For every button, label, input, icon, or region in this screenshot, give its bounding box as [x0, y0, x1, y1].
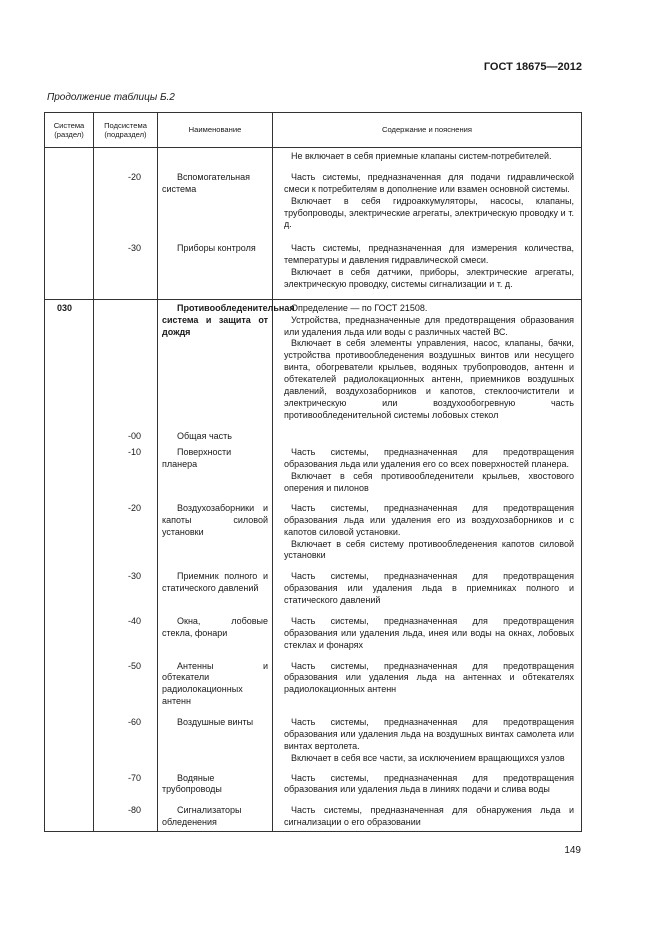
name-cell	[158, 571, 273, 616]
system-code-cell	[45, 773, 94, 806]
content-paragraph: Включает в себя все части, за исключением вращающихся узлов	[291, 752, 565, 763]
system-code-cell	[45, 571, 94, 616]
content-cell	[273, 717, 582, 773]
content-cell	[273, 805, 582, 831]
table-row	[45, 447, 582, 503]
subsystem-code-cell: -50	[94, 661, 158, 718]
row-name: Приемник полного и статического давлений	[162, 571, 268, 594]
content-paragraph: Часть системы, предназначенная для подачи гидравлической смеси к потребителям в дополнение или взамен основной системы.	[284, 171, 574, 194]
subsystem-code-cell	[94, 299, 158, 430]
table-row	[45, 299, 582, 430]
content-cell	[273, 616, 582, 661]
subsystem-code-cell: -40	[94, 616, 158, 661]
table-row	[45, 616, 582, 661]
content-paragraph: Часть системы, предназначенная для предотвращения образования или удаления льда в линиях подачи и слива воды	[284, 772, 574, 795]
content-cell	[273, 447, 582, 503]
table-row	[45, 571, 582, 616]
system-code-cell	[45, 243, 94, 299]
content-paragraph: Включает в себя датчики, приборы, электрические агрегаты, электрическую проводку, системы сигнализации и т. д.	[284, 267, 574, 289]
system-code-cell	[45, 616, 94, 661]
subsystem-code-cell: -80	[94, 805, 158, 831]
name-cell	[158, 243, 273, 299]
name-cell	[158, 431, 273, 448]
content-cell	[273, 661, 582, 718]
system-code-cell	[45, 172, 94, 243]
document-header: ГОСТ 18675—2012	[483, 61, 582, 73]
name-cell	[158, 503, 273, 571]
subsystem-code-cell: -60	[94, 717, 158, 773]
row-name: Водяные трубопроводы	[162, 772, 222, 795]
system-code-cell	[45, 805, 94, 831]
content-cell	[273, 172, 582, 243]
row-name: Окна, лобовые стекла, фонари	[162, 615, 268, 638]
content-paragraph: Часть системы, предназначенная для измерения количества, температуры и давления гидравлической смеси.	[284, 243, 574, 266]
subsystem-code-cell: -30	[94, 571, 158, 616]
row-name: Общая часть	[177, 430, 232, 441]
name-cell	[158, 773, 273, 806]
content-cell	[273, 148, 582, 172]
column-header-subsystem: Подсистема (подраздел)	[94, 113, 158, 148]
subsystem-code-cell: -30	[94, 243, 158, 299]
name-cell	[158, 172, 273, 243]
content-paragraph: Включает в себя элементы управления, насос, клапаны, бачки, устройства противообледенения воздушных винтов или несущего винта, обогреватели крыльев, водяных трубопроводов, антенн и обтекателей радиолокационных антенн, приемников воздушных давлений, воздухозаборников и капотов, стеклоочистители и электрическую или воздухообогревную часть противообледенительной системы лобовых стекол	[284, 338, 574, 420]
subsystem-code-cell: -20	[94, 503, 158, 571]
system-code-cell	[45, 447, 94, 503]
name-cell	[158, 805, 273, 831]
name-cell	[158, 717, 273, 773]
system-code-cell	[45, 431, 94, 448]
name-cell	[158, 661, 273, 718]
table-row	[45, 805, 582, 831]
column-header-system: Система (раздел)	[45, 113, 94, 148]
content-cell	[273, 773, 582, 806]
content-paragraph: Часть системы, предназначенная для предотвращения образования льда или удаления его из воздухозаборников и с капотов силовой установки.	[284, 502, 574, 537]
name-cell	[158, 447, 273, 503]
content-paragraph: Часть системы, предназначенная для предотвращения образования или удаления льда на воздушных винтах самолета или винтах вертолета.	[284, 717, 574, 751]
table-caption: Продолжение таблицы Б.2	[47, 92, 175, 103]
table-body	[45, 148, 582, 832]
column-header-content: Содержание и пояснения	[273, 113, 582, 148]
table-row	[45, 773, 582, 806]
content-paragraph: Не включает в себя приемные клапаны систем-потребителей.	[291, 151, 552, 161]
row-name: Приборы контроля	[177, 243, 256, 254]
name-cell	[158, 148, 273, 172]
content-cell	[273, 431, 582, 448]
table-row	[45, 503, 582, 571]
row-name: Воздухозаборники и капоты силовой установки	[162, 502, 268, 537]
system-code-cell	[45, 503, 94, 571]
subsystem-code-cell	[94, 148, 158, 172]
classification-table	[44, 112, 582, 832]
table-row	[45, 243, 582, 299]
name-cell	[158, 616, 273, 661]
table-header-row	[45, 113, 582, 148]
system-code-cell	[45, 717, 94, 773]
content-paragraph: Включает в себя гидроаккумуляторы, насосы, клапаны, трубопроводы, электрические агрегаты, электрическую проводку и т. д.	[284, 195, 574, 230]
subsystem-code-cell: -10	[94, 447, 158, 503]
content-cell	[273, 299, 582, 430]
content-paragraph: Определение — по ГОСТ 21508.	[291, 302, 428, 313]
content-paragraph: Часть системы, предназначенная для обнаружения льда и сигнализации о его образовании	[284, 805, 574, 828]
row-name: Антенны и обтекатели радиолокационных антенн	[162, 660, 268, 707]
table-row	[45, 148, 582, 172]
page-number: 149	[564, 845, 581, 856]
content-paragraph: Включает в себя противообледенители крыльев, хвостового оперения и пилонов	[284, 471, 574, 493]
system-code-cell	[45, 148, 94, 172]
table-row	[45, 431, 582, 448]
content-paragraph: Часть системы, предназначенная для предотвращения образования или удаления льда в приемниках полного и статического давлений	[284, 571, 574, 605]
content-paragraph: Включает в себя систему противообледенения капотов силовой установки	[284, 538, 574, 561]
table-row	[45, 717, 582, 773]
row-name: Воздушные винты	[177, 717, 254, 727]
content-paragraph: Устройства, предназначенные для предотвращения образования или удаления льда или воды с различных частей ВС.	[284, 314, 574, 337]
table-row	[45, 172, 582, 243]
column-header-name: Наименование	[158, 113, 273, 148]
system-code-cell	[45, 661, 94, 718]
content-paragraph: Часть системы, предназначенная для предотвращения образования или удаления льда, инея или воды на окнах, лобовых стеклах и фонарях	[284, 615, 574, 650]
table-row	[45, 661, 582, 718]
system-code-cell: 030	[45, 299, 94, 430]
subsystem-code-cell: -70	[94, 773, 158, 806]
subsystem-code-cell: -20	[94, 172, 158, 243]
row-name: Противообледенительная система и защита от дождя	[162, 302, 295, 337]
row-name: Сигнализаторы обледенения	[162, 805, 242, 828]
content-paragraph: Часть системы, предназначенная для предотвращения образования льда или удаления его со всех поверхностей планера.	[284, 447, 574, 470]
row-name: Вспомогательная система	[162, 171, 250, 194]
content-cell	[273, 503, 582, 571]
name-cell	[158, 299, 295, 430]
content-cell	[273, 243, 582, 299]
content-paragraph: Часть системы, предназначенная для предотвращения образования или удаления льда на антеннах и обтекателях радиолокационных антенн	[284, 660, 574, 695]
subsystem-code-cell: -00	[94, 431, 158, 448]
row-name: Поверхности планера	[162, 447, 232, 470]
content-cell	[273, 571, 582, 616]
